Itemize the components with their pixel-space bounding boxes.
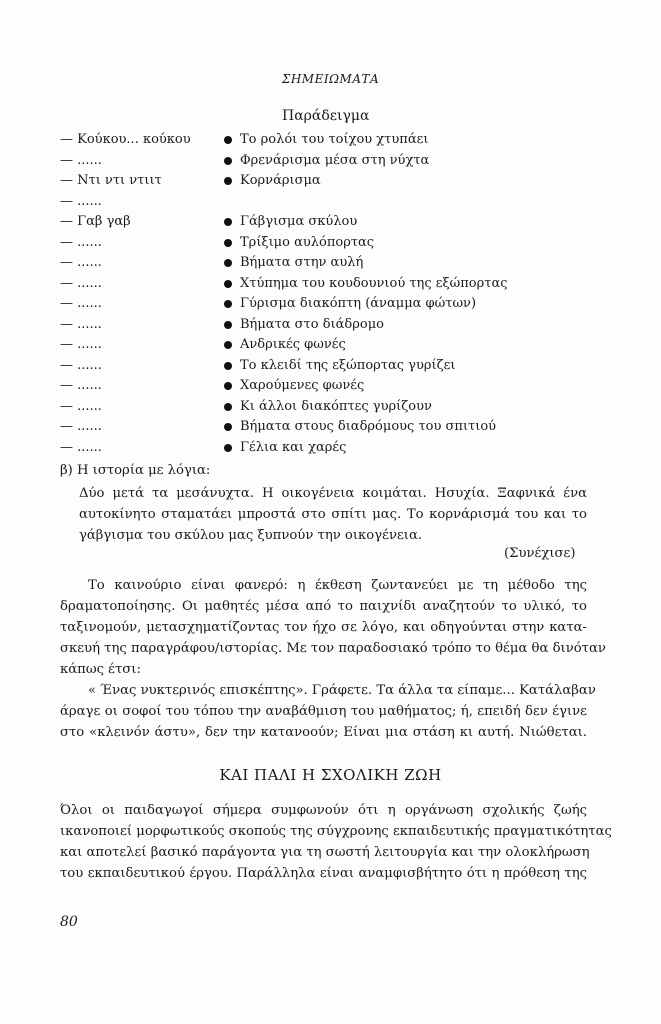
sound-description: Χτύπημα του κουδουνιού της εξώπορτας bbox=[240, 275, 508, 291]
quote-paragraph bbox=[60, 680, 596, 743]
sound-row bbox=[0, 335, 661, 355]
bullet-icon bbox=[224, 300, 232, 308]
bullet-icon bbox=[224, 423, 232, 431]
sound-description: Γάβγισμα σκύλου bbox=[240, 214, 358, 229]
sound-text: — ...... bbox=[60, 357, 102, 373]
sound-description: Βήματα στην αυλή bbox=[240, 255, 364, 270]
story-line: Δύο μετά τα μεσάνυχτα. Η οικογένεια κοιμάται. Ησυχία. Ξαφνικά ένα bbox=[79, 486, 587, 501]
bullet-icon bbox=[224, 382, 232, 390]
sound-description: Βήματα στο διάδρομο bbox=[240, 316, 384, 332]
sound-row bbox=[0, 356, 661, 376]
paragraph-line: δραματοποίησης. Οι μαθητές μέσα από το παιχνίδι αναζητούν το υλικό, το bbox=[60, 599, 587, 614]
sound-text: — Ντι ντι ντιιτ bbox=[60, 173, 162, 188]
sound-text: — ...... bbox=[60, 234, 102, 250]
sound-row bbox=[0, 417, 661, 437]
continued-label: (Συνέχισε) bbox=[504, 546, 576, 561]
story-paragraph bbox=[79, 483, 587, 546]
bullet-icon bbox=[224, 218, 232, 226]
running-head: ΣΗΜΕΙΩΜΑΤΑ bbox=[281, 72, 380, 86]
story-label: β) Η ιστορία με λόγια: bbox=[60, 463, 211, 478]
sound-text: — ...... bbox=[60, 296, 102, 311]
paragraph-line: κάπως έτσι: bbox=[60, 662, 141, 677]
bullet-icon bbox=[224, 280, 232, 288]
sound-row bbox=[0, 212, 661, 232]
sound-row bbox=[0, 376, 661, 396]
sound-row bbox=[0, 294, 661, 314]
story-line: αυτοκίνητο σταματάει μπροστά στο σπίτι μας. Το κορνάρισμά του και το bbox=[79, 507, 587, 522]
sound-description: Κι άλλοι διακόπτες γυρίζουν bbox=[240, 398, 432, 414]
sound-description: Ανδρικές φωνές bbox=[240, 337, 346, 352]
body-paragraph bbox=[60, 575, 606, 680]
sound-text: — Κούκου... κούκου bbox=[60, 132, 191, 147]
sound-description: Το ρολόι του τοίχου χτυπάει bbox=[240, 132, 429, 147]
sound-row bbox=[0, 253, 661, 273]
sound-row bbox=[0, 151, 661, 171]
sound-row bbox=[0, 171, 661, 191]
sound-row bbox=[0, 130, 661, 150]
quote-line: « Ένας νυκτερινός επισκέπτης». Γράφετε. Τα άλλα τα είπαμε... Κατάλαβαν bbox=[88, 683, 596, 698]
sound-description: Χαρούμενες φωνές bbox=[240, 378, 365, 393]
sound-text: — ...... bbox=[60, 337, 102, 352]
sound-description: Φρενάρισμα μέσα στη νύχτα bbox=[240, 152, 430, 168]
bullet-icon bbox=[224, 177, 232, 185]
body-paragraph bbox=[60, 800, 612, 884]
paragraph-line: σκευή της παραγράφου/ιστορίας. Με τον παραδοσιακό τρόπο το θέμα θα δινόταν bbox=[60, 641, 606, 656]
sound-text: — ...... bbox=[60, 275, 102, 291]
sound-text: — ...... bbox=[60, 439, 102, 455]
sound-row bbox=[0, 233, 661, 253]
bullet-icon bbox=[224, 341, 232, 349]
sound-row bbox=[0, 438, 661, 458]
sound-text: — ...... bbox=[60, 398, 102, 414]
paragraph-line: Το καινούριο είναι φανερό: η έκθεση ζωντανεύει με τη μέθοδο της bbox=[88, 578, 587, 593]
sound-description: Το κλειδί της εξώπορτας γυρίζει bbox=[240, 357, 456, 373]
sound-text: — ...... bbox=[60, 152, 102, 168]
sound-text: — ...... bbox=[60, 193, 102, 209]
sound-row bbox=[0, 192, 661, 212]
sound-description: Κορνάρισμα bbox=[240, 173, 321, 188]
example-heading: Παράδειγμα bbox=[282, 108, 370, 124]
bullet-icon bbox=[224, 136, 232, 144]
sound-description: Γέλια και χαρές bbox=[240, 439, 347, 455]
quote-line: στο «κλεινόν άστυ», δεν την κατανοούν; Είναι μια στάση κι αυτή. Νιώθεται. bbox=[60, 725, 587, 740]
sound-row bbox=[0, 274, 661, 294]
sound-row bbox=[0, 397, 661, 417]
bullet-icon bbox=[224, 362, 232, 370]
sound-row bbox=[0, 315, 661, 335]
story-line: γάβγισμα του σκύλου μας ξυπνούν την οικογένεια. bbox=[79, 528, 423, 543]
bullet-icon bbox=[224, 444, 232, 452]
paragraph-line: Όλοι οι παιδαγωγοί σήμερα συμφωνούν ότι η οργάνωση σχολικής ζωής bbox=[60, 803, 587, 818]
quote-line: άραγε οι σοφοί του τόπου την αναβάθμιση του μαθήματος; ή, επειδή δεν έγινε bbox=[60, 704, 587, 719]
bullet-icon bbox=[224, 157, 232, 165]
sound-text: — ...... bbox=[60, 419, 102, 434]
page-number: 80 bbox=[60, 914, 78, 930]
bullet-icon bbox=[224, 239, 232, 247]
sound-text: — ...... bbox=[60, 378, 102, 393]
sound-text: — ...... bbox=[60, 255, 102, 270]
bullet-icon bbox=[224, 403, 232, 411]
sound-description: Γύρισμα διακόπτη (άναμμα φώτων) bbox=[240, 296, 477, 311]
bullet-icon bbox=[224, 321, 232, 329]
paragraph-line: ικανοποιεί μορφωτικούς σκοπούς της σύγχρονης εκπαιδευτικής πραγματικότητας bbox=[60, 824, 612, 839]
paragraph-line: του εκπαιδευτικού έργου. Παράλληλα είναι αναμφισβήτητο ότι η πρόθεση της bbox=[60, 866, 587, 881]
bullet-icon bbox=[224, 259, 232, 267]
sound-description: Βήματα στους διαδρόμους του σπιτιού bbox=[240, 419, 497, 434]
paragraph-line: ταξινομούν, μετασχηματίζοντας τον ήχο σε λόγο, και οδηγούνται στην κατα- bbox=[60, 620, 587, 635]
sound-text: — Γαβ γαβ bbox=[60, 214, 131, 229]
sound-description: Τρίξιμο αυλόπορτας bbox=[240, 234, 375, 250]
paragraph-line: και αποτελεί βασικό παράγοντα για τη σωστή λειτουργία και την ολοκλήρωση bbox=[60, 845, 590, 860]
sound-text: — ...... bbox=[60, 316, 102, 332]
section-title: ΚΑΙ ΠΑΛΙ Η ΣΧΟΛΙΚΗ ΖΩΗ bbox=[219, 766, 442, 784]
